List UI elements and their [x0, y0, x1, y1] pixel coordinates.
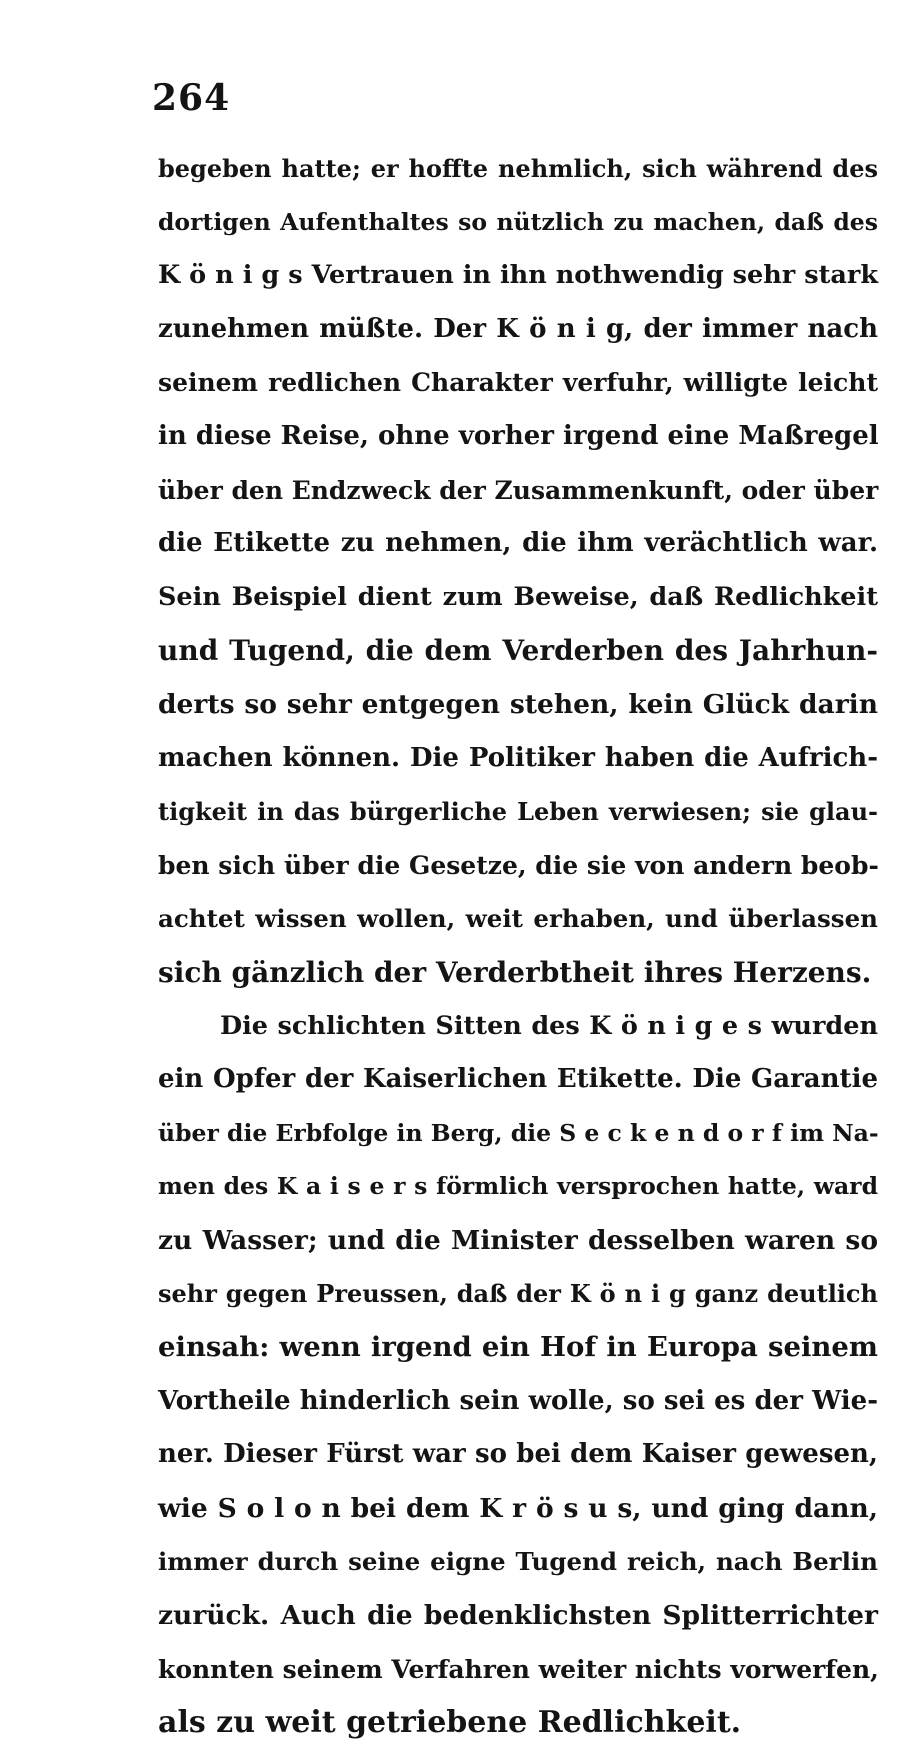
text-line-24: Vortheile hinderlich sein wolle, so sei es der Wie-	[158, 1385, 878, 1416]
text-line-26: wie S o l o n bei dem K r ö s u s, und ging dann,	[158, 1492, 878, 1524]
text-line-22: sehr gegen Preussen, daß der K ö n i g ganz deutlich	[158, 1279, 878, 1309]
text-line-20: men des K a i s e r s förmlich versprochen hatte, ward	[158, 1172, 878, 1201]
text-line-29: konnten seinem Verfahren weiter nichts vorwerfen,	[158, 1654, 879, 1684]
text-line-18: ein Opfer der Kaiserlichen Etikette. Die Garantie	[158, 1064, 878, 1095]
text-line-6: in diese Reise, ohne vorher irgend eine Maßregel	[158, 420, 879, 451]
text-line-17: Die schlichten Sitten des K ö n i g e s wurden	[220, 1010, 878, 1041]
text-line-16: sich gänzlich der Verderbtheit ihres Herzens.	[158, 955, 872, 989]
text-line-14: ben sich über die Gesetze, die sie von andern beob-	[158, 850, 879, 880]
body-text	[158, 142, 878, 1750]
text-line-30: als zu weit getriebene Redlichkeit.	[158, 1705, 742, 1741]
text-line-19: über die Erbfolge in Berg, die S e c k e n d o r f im Na-	[158, 1118, 879, 1147]
text-line-23: einsah: wenn irgend ein Hof in Europa seinem	[158, 1331, 878, 1364]
text-line-10: und Tugend, die dem Verderben des Jahrhun-	[158, 634, 878, 668]
text-line-3: K ö n i g s Vertrauen in ihn nothwendig sehr stark	[158, 260, 878, 291]
text-line-21: zu Wasser; und die Minister desselben waren so	[158, 1224, 878, 1256]
text-line-12: machen können. Die Politiker haben die Aufrich-	[158, 742, 878, 773]
text-line-11: derts so sehr entgegen stehen, kein Glück darin	[158, 688, 878, 720]
text-line-9: Sein Beispiel dient zum Beweise, daß Redlichkeit	[158, 581, 878, 612]
text-line-28: zurück. Auch die bedenklichsten Splitterrichter	[158, 1600, 878, 1632]
page-number: 264	[152, 77, 231, 119]
text-line-27: immer durch seine eigne Tugend reich, nach Berlin	[158, 1547, 878, 1577]
text-line-8: die Etikette zu nehmen, die ihm verächtlich war.	[158, 528, 878, 559]
text-line-13: tigkeit in das bürgerliche Leben verwiesen; sie glau-	[158, 797, 878, 827]
text-line-4: zunehmen müßte. Der K ö n i g, der immer nach	[158, 313, 878, 344]
text-line-5: seinem redlichen Charakter verfuhr, willigte leicht	[158, 368, 878, 398]
text-line-7: über den Endzweck der Zusammenkunft, oder über	[158, 475, 879, 505]
text-line-2: dortigen Aufenthaltes so nützlich zu machen, daß des	[158, 207, 878, 236]
text-line-15: achtet wissen wollen, weit erhaben, und überlassen	[158, 904, 878, 934]
text-line-1: begeben hatte; er hoffte nehmlich, sich während des	[158, 154, 878, 183]
text-line-25: ner. Dieser Fürst war so bei dem Kaiser gewesen,	[158, 1439, 878, 1470]
